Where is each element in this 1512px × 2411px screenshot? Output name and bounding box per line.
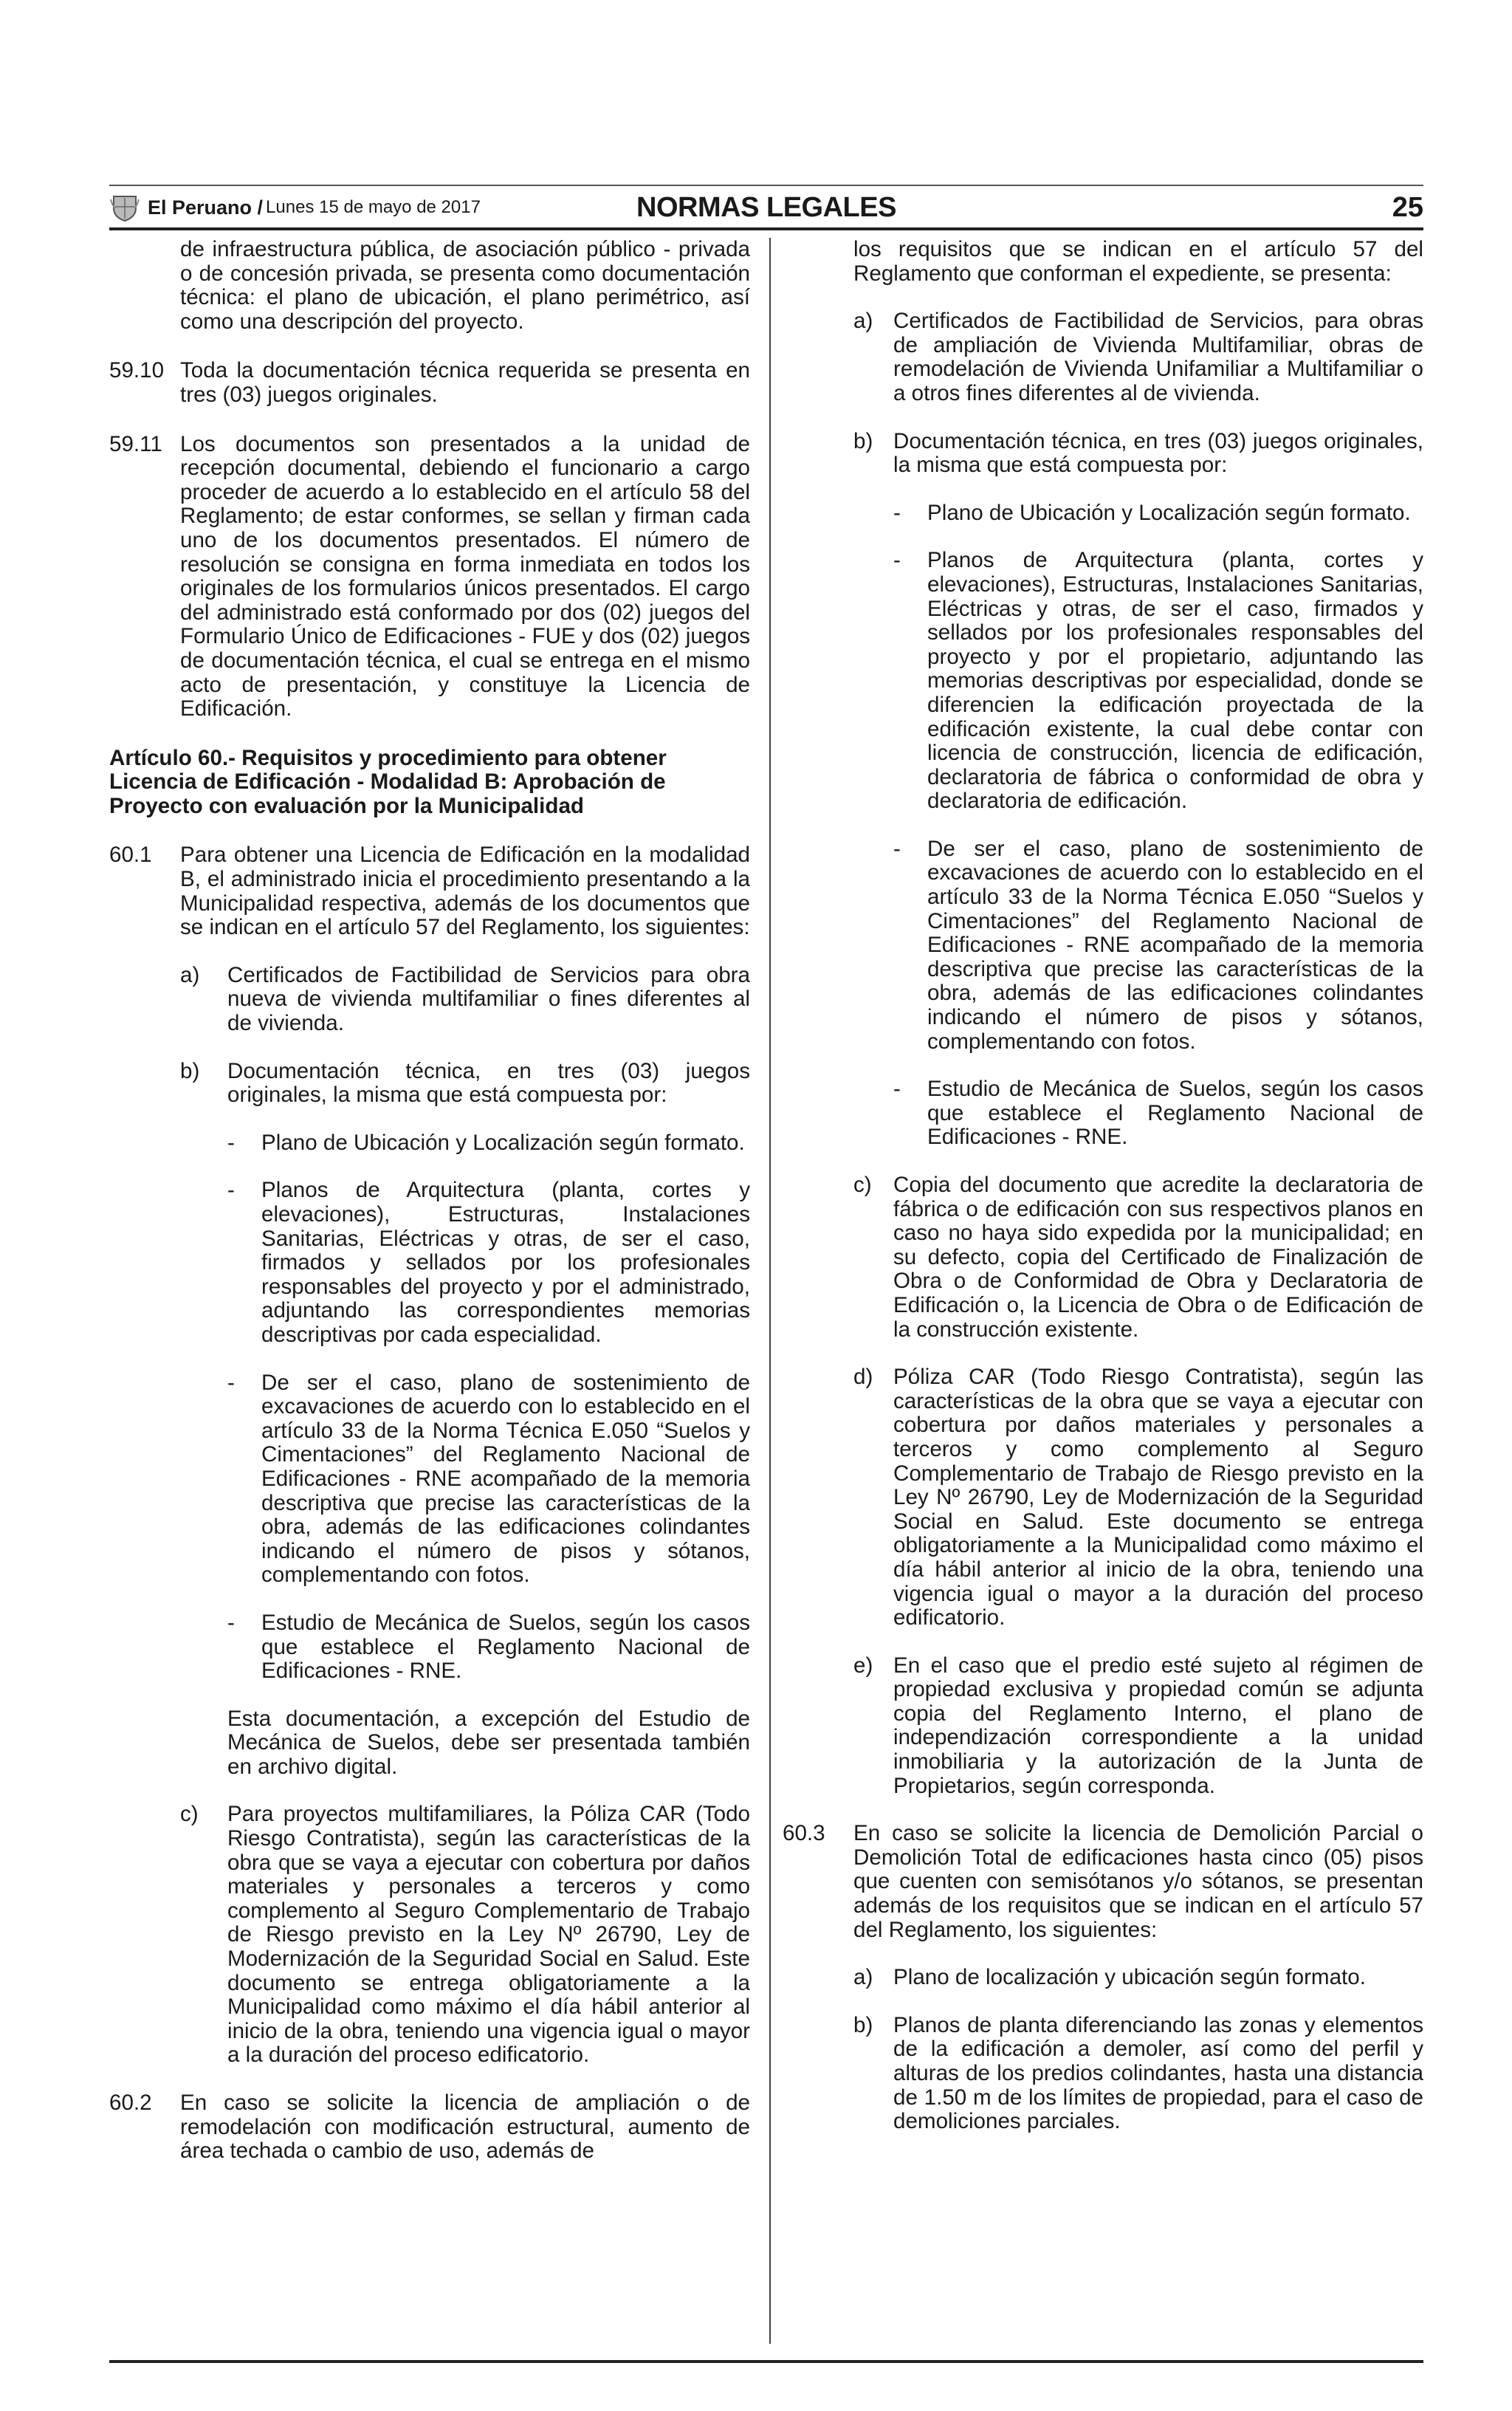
sub-item-text: De ser el caso, plano de sostenimiento de excavaciones de acuerdo con lo establecido en el artículo 33 de la Norma Técnica E.050 “Suelos y Cimentaciones” del Reglamento Nacional de Edificaciones - RNE acompañado de la memoria descriptiva que precise las características de la obra, además de las edificaciones colindantes indicando el número de pisos y sótanos, complementando con fotos. (261, 1370, 750, 1588)
header-bottom-rule (109, 227, 1423, 230)
list-label: b) (180, 1058, 200, 1083)
paragraph-number: 59.10 (109, 358, 165, 383)
dash-bullet: - (893, 548, 901, 573)
paragraph-60-1 (109, 843, 750, 939)
list-item-c (180, 1803, 750, 2068)
sub-item-text: Estudio de Mecánica de Suelos, según los casos que establece el Reglamento Nacional de Edificaciones - RNE. (927, 1077, 1423, 1150)
dash-bullet: - (893, 836, 901, 861)
section-title: NORMAS LEGALES (636, 192, 896, 223)
header-top-rule (109, 185, 1423, 186)
list-text: Documentación técnica, en tres (03) juegos originales, la misma que está compuesta por: (227, 1058, 750, 1108)
article-60-heading: Artículo 60.- Requisitos y procedimiento para obtener Licencia de Edificación - Modalidad B: Aprobación de Proyecto con evaluación por la Municipalidad (109, 745, 667, 818)
sub-item (227, 1371, 750, 1588)
list-item-a (180, 964, 750, 1036)
sub-item (893, 1077, 1423, 1150)
digital-note: Esta documentación, a excepción del Estudio de Mecánica de Suelos, debe ser presentada también en archivo digital. (227, 1706, 750, 1779)
sub-item (893, 549, 1423, 814)
paragraph-text: Los documentos son presentados a la unidad de recepción documental, debiendo el funcionario a cargo proceder de acuerdo a lo establecido en el artículo 58 del Reglamento; de estar conformes, se sellan y firman cada uno de los documentos presentados. El número de resolución se consigna en forma inmediata en todos los originales de los formularios únicos presentados. El cargo del administrado está conformado por dos (02) juegos del Formulario Único de Edificaciones - FUE y dos (02) juegos de documentación técnica, el cual se entrega en el mismo acto de presentación, y constituye la Licencia de Edificación. (180, 431, 750, 721)
list-text: Documentación técnica, en tres (03) juegos originales, la misma que está compuesta por: (893, 428, 1423, 478)
sub-item (227, 1131, 750, 1156)
list-item-a (853, 1966, 1423, 1990)
paragraph-text: En caso se solicite la licencia de ampliación o de remodelación con modificación estructural, aumento de área techada o cambio de uso, además de (180, 2091, 750, 2164)
sub-item (893, 837, 1423, 1054)
list-label: c) (853, 1173, 872, 1197)
list-label: a) (853, 309, 873, 334)
list-item-b (853, 430, 1423, 478)
column-divider (769, 238, 771, 2344)
list-text: En el caso que el predio esté sujeto al régimen de propiedad exclusiva y propiedad común se adjunta copia del Reglamento Interno, el plano de independización correspondiente a la unidad inmobiliaria y la autorización de la Junta de Propietarios, según corresponda. (893, 1653, 1423, 1798)
sub-item-text: Plano de Ubicación y Localización según formato. (261, 1130, 745, 1155)
list-label: a) (180, 962, 200, 987)
list-label: c) (180, 1802, 199, 1827)
list-label: b) (853, 2012, 873, 2037)
list-item-b (853, 2014, 1423, 2134)
publication-date: Lunes 15 de mayo de 2017 (266, 197, 481, 217)
list-item-e (853, 1654, 1423, 1799)
dash-bullet: - (893, 500, 901, 525)
paragraph-text: Para obtener una Licencia de Edificación en la modalidad B, el administrado inicia el procedimiento presentando a la Municipalidad respectiva, además de los documentos que se indican en el artículo 57 del Reglamento, los siguientes: (180, 843, 750, 940)
page-header (109, 185, 1423, 229)
dash-bullet: - (227, 1610, 235, 1635)
sub-item (893, 501, 1423, 526)
paragraph-number: 59.11 (109, 431, 162, 456)
paragraph-60-2 (109, 2091, 750, 2164)
list-label: e) (853, 1653, 873, 1678)
dash-bullet: - (227, 1130, 235, 1155)
list-text: Copia del documento que acredite la declaratoria de fábrica o de edificación con sus respectivos planos en caso no haya sido expedida por la municipalidad; en su defecto, copia del Certificado de Finalización de Obra o de Conformidad de Obra y Declaratoria de Edificación o, la Licencia de Obra o de Edificación de la construcción existente. (893, 1173, 1423, 1342)
sub-item-text: Planos de Arquitectura (planta, cortes y elevaciones), Estructuras, Instalaciones Sanitarias, Eléctricas y otras, de ser el caso, firmados y sellados por los profesionales responsables del proyecto y por el propietario, adjuntando las memorias descriptivas por especialidad, donde se diferencien la edificación proyectada de la edificación existente, la cual debe contar con licencia de construcción, licencia de edificación, declaratoria de fábrica o conformidad de obra y declaratoria de edificación. (927, 548, 1423, 814)
list-label: a) (853, 1965, 873, 1990)
publication-name: El Peruano / (148, 196, 264, 219)
list-text: Póliza CAR (Todo Riesgo Contratista), según las características de la obra que se vaya a ejecutar con cobertura por daños materiales y personales a terceros y como complemento al Seguro Complementario de Trabajo de Riesgo previsto en la Ley Nº 26790, Ley de Modernización de la Seguridad Social en Salud. Este documento se entrega obligatoriamente a la Municipalidad como máximo el día hábil anterior al inicio de la obra, teniendo una vigencia igual o mayor a la duración del proceso edificatorio. (893, 1365, 1423, 1630)
paragraph-number: 60.3 (783, 1821, 825, 1846)
paragraph-text: En caso se solicite la licencia de Demolición Parcial o Demolición Total de edificaciones hasta cinco (05) pisos que cuenten con semisótanos y/o sótanos, se presentan además de los requisitos que se indican en el artículo 57 del Reglamento, los siguientes: (853, 1821, 1423, 1942)
paragraph-59-10 (109, 359, 750, 407)
paragraph-60-3 (783, 1822, 1423, 1942)
sub-item-text: Plano de Ubicación y Localización según formato. (927, 500, 1411, 525)
footer-rule (109, 2360, 1423, 2363)
list-label: d) (853, 1365, 873, 1390)
dash-bullet: - (893, 1077, 901, 1102)
list-text: Planos de planta diferenciando las zonas y elementos de la edificación a demoler, así como del perfil y alturas de los predios colindantes, hasta una distancia de 1.50 m de los límites de propiedad, para el caso de demoliciones parciales. (893, 2012, 1423, 2134)
list-label: b) (853, 428, 873, 453)
continued-paragraph: los requisitos que se indican en el artículo 57 del Reglamento que conforman el expediente, se presenta: (853, 237, 1423, 286)
paragraph-59-11 (109, 433, 750, 721)
sub-item-text: De ser el caso, plano de sostenimiento de excavaciones de acuerdo con lo establecido en el artículo 33 de la Norma Técnica E.050 “Suelos y Cimentaciones” del Reglamento Nacional de Edificaciones - RNE acompañado de la memoria descriptiva que precise las características de la obra, además de las edificaciones colindantes indicando el número de pisos y sótanos, complementando con fotos. (927, 836, 1423, 1054)
list-text: Para proyectos multifamiliares, la Póliza CAR (Todo Riesgo Contratista), según las características de la obra que se vaya a ejecutar con cobertura por daños materiales y personales a terceros y como complemento al Seguro Complementario de Trabajo de Riesgo previsto en la Ley Nº 26790, Ley de Modernización de la Seguridad Social en Salud. Este documento se entrega obligatoriamente a la Municipalidad como máximo el día hábil anterior al inicio de la obra, teniendo una vigencia igual o mayor a la duración del proceso edificatorio. (227, 1802, 750, 2068)
list-text: Certificados de Factibilidad de Servicios, para obras de ampliación de Vivienda Multifamiliar, obras de remodelación de Vivienda Unifamiliar a Multifamiliar o a otros fines diferentes al de vivienda. (893, 309, 1423, 405)
list-text: Certificados de Factibilidad de Servicios para obra nueva de vivienda multifamiliar o fines diferentes al de vivienda. (227, 962, 750, 1036)
page-number: 25 (1392, 192, 1423, 223)
paragraph-number: 60.2 (109, 2091, 152, 2115)
continued-paragraph: de infraestructura pública, de asociación público - privada o de concesión privada, se presenta como documentación técnica: el plano de ubicación, el plano perimétrico, así como una descripción del proyecto. (180, 237, 750, 334)
sub-item-text: Planos de Arquitectura (planta, cortes y elevaciones), Estructuras, Instalaciones Sanitarias, Eléctricas y otras, de ser el caso, firmados y sellados por los profesionales responsables del proyecto y por el administrado, adjuntando las correspondientes memorias descriptivas por cada especialidad. (261, 1178, 750, 1347)
list-item-d (853, 1365, 1423, 1630)
right-column (783, 238, 1423, 2134)
list-item-b (180, 1060, 750, 1108)
list-text: Plano de localización y ubicación según formato. (893, 1965, 1366, 1990)
dash-bullet: - (227, 1370, 235, 1395)
list-item-c (853, 1173, 1423, 1342)
sub-item (227, 1611, 750, 1684)
dash-bullet: - (227, 1178, 235, 1203)
left-column (109, 238, 750, 2164)
sub-item (227, 1179, 750, 1347)
sub-item-text: Estudio de Mecánica de Suelos, según los casos que establece el Reglamento Nacional de Edificaciones - RNE. (261, 1610, 750, 1684)
paragraph-number: 60.1 (109, 843, 152, 868)
list-item-a (853, 309, 1423, 405)
paragraph-text: Toda la documentación técnica requerida se presenta en tres (03) juegos originales. (180, 358, 750, 407)
